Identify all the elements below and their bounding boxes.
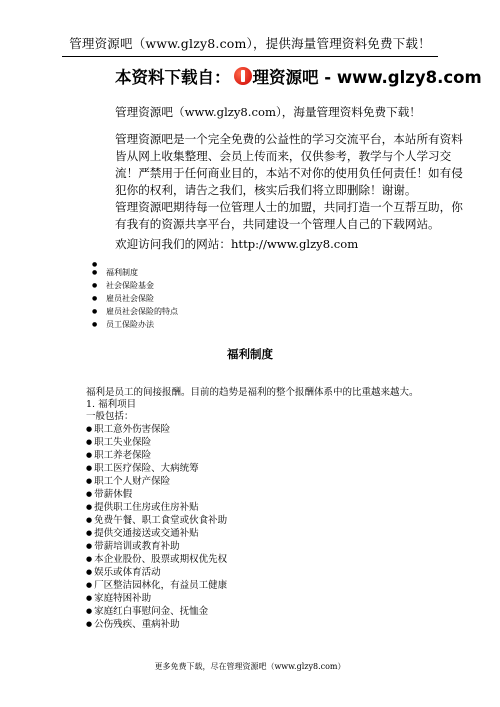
section-lead: 一般包括：	[86, 411, 134, 422]
toc-empty-item	[92, 258, 392, 266]
intro-paragraph-1	[115, 104, 465, 121]
banner-brand: 理资源吧 - www.glzy8.com	[252, 68, 482, 87]
section-title: 福利制度	[227, 347, 273, 361]
section-body	[86, 387, 446, 631]
toc-item-welfare-system[interactable]: ● 福利制度	[92, 266, 392, 279]
intro-paragraph-2	[115, 131, 465, 199]
list-item: ● 带薪休假	[86, 488, 446, 501]
section-intro: 福利是员工的间接报酬。目前的趋势是福利的整个报酬体系中的比重越来越大。	[86, 387, 419, 398]
list-item: ● 职工意外伤害保险	[86, 423, 446, 436]
list-item: ● 带薪培训或教育补助	[86, 540, 446, 553]
website-link[interactable]: 欢迎访问我们的网站：http://www.glzy8.com	[115, 237, 359, 251]
banner-prefix: 本资料下载自：	[115, 68, 231, 87]
toc-item-social-insurance-fund[interactable]: ● 社会保险基金	[92, 279, 392, 292]
toc-item-insurance-methods[interactable]: ● 员工保险办法	[92, 318, 392, 331]
list-item: ● 家庭红白事慰问金、抚恤金	[86, 605, 446, 618]
list-item: ● 家庭特困补助	[86, 592, 446, 605]
list-item: ● 职工医疗保险、大病统筹	[86, 462, 446, 475]
table-of-contents	[92, 258, 392, 331]
intro-text-1: 管理资源吧（www.glzy8.com），海量管理资料免费下载！	[115, 105, 421, 119]
list-item: ● 提供职工住房或住房补贴	[86, 501, 446, 514]
page-header: 管理资源吧（www.glzy8.com），提供海量管理资料免费下载！	[69, 36, 431, 51]
intro-text-3: 管理资源吧期待每一位管理人士的加盟，共同打造一个互帮互助，你有我有的资源共享平台，共同建设一个管理人自己的下载网站。	[115, 200, 463, 231]
brand-logo-icon	[234, 67, 252, 85]
list-item: ● 职工个人财产保险	[86, 475, 446, 488]
intro-paragraph-4	[115, 236, 465, 253]
section-subhead: 1. 福利项目	[86, 399, 137, 410]
toc-item-employee-social-insurance[interactable]: ● 雇员社会保险	[92, 292, 392, 305]
benefit-list	[86, 423, 446, 631]
header-divider	[62, 56, 438, 57]
list-item: ● 提供交通接送或交通补贴	[86, 527, 446, 540]
list-item: ● 公伤残疾、重病补助	[86, 618, 446, 631]
list-item: ● 职工养老保险	[86, 449, 446, 462]
list-item: ● 本企业股份、股票或期权优先权	[86, 553, 446, 566]
list-item: ● 免费午餐、职工食堂或伙食补助	[86, 514, 446, 527]
intro-paragraph-3	[115, 199, 465, 233]
toc-item-insurance-features[interactable]: ● 雇员社会保险的特点	[92, 305, 392, 318]
page-footer: 更多免费下载，尽在管理资源吧（www.glzy8.com）	[154, 662, 346, 671]
list-item: ● 厂区整洁园林化，有益员工健康	[86, 579, 446, 592]
list-item: ● 职工失业保险	[86, 436, 446, 449]
source-banner	[115, 64, 482, 90]
intro-text-2: 管理资源吧是一个完全免费的公益性的学习交流平台，本站所有资料皆从网上收集整理、会员上传而来，仅供参考，教学与个人学习交流！严禁用于任何商业目的，本站不对你的使用负任何责任！如有侵犯你的权利，请告之我们，核实后我们将立即删除！谢谢。	[115, 132, 463, 197]
list-item: ● 娱乐或体育活动	[86, 566, 446, 579]
